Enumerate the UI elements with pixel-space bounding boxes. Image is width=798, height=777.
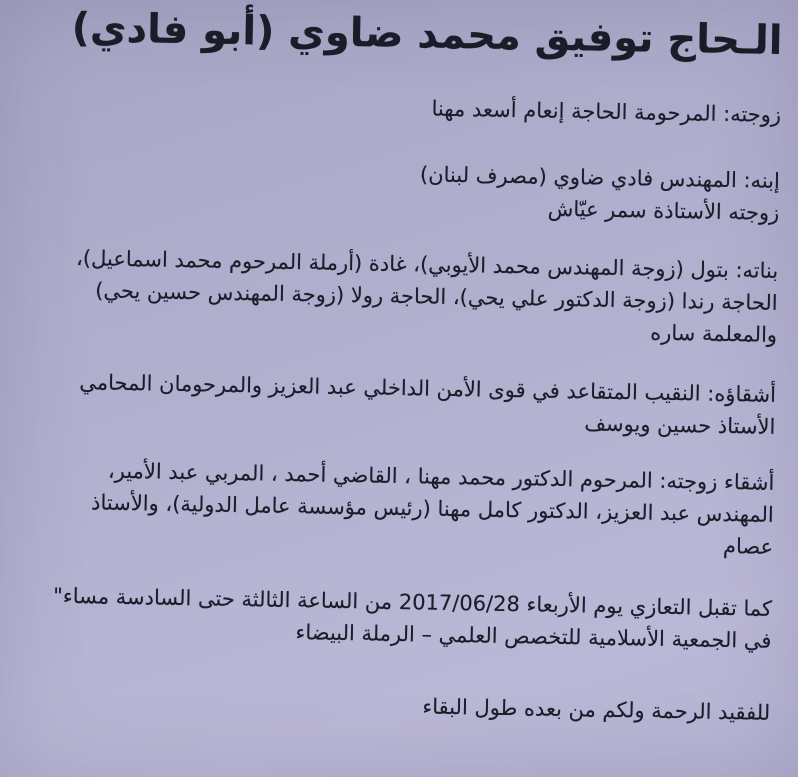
doc-line: زوجته الأستاذة سمر عيّاش xyxy=(547,196,780,225)
doc-line: كما تقبل التعازي يوم الأربعاء 2017/06/28 من الساعة الثالثة حتى السادسة مساء" xyxy=(52,583,773,621)
doc-line: عصام xyxy=(722,533,774,559)
doc-line: زوجته: المرحومة الحاجة إنعام أسعد مهنا xyxy=(431,96,782,127)
doc-line: أشقاء زوجته: المرحوم الدكتور محمد مهنا ، القاضي أحمد ، المربي عبد الأمير، xyxy=(107,458,775,495)
doc-line: الحاجة رندا (زوجة الدكتور علي يحي)، الحاجة رولا (زوجة المهندس حسين يحي) xyxy=(95,278,778,315)
doc-line: الأستاذ حسين ويوسف xyxy=(584,411,776,439)
paragraph-wife xyxy=(23,85,781,131)
doc-line: إبنه: المهندس فادي ضاوي (مصرف لبنان) xyxy=(419,162,781,193)
doc-line: والمعلمة ساره xyxy=(650,320,778,347)
paragraph-brothers xyxy=(17,365,776,443)
doc-line: المهندس عبد العزيز، الدكتور كامل مهنا (رئيس مؤسسة عامل الدولية)، والأستاذ xyxy=(90,490,774,527)
deceased-name-title: الـحاج توفيق محمد ضاوي (أبو فادي) xyxy=(71,4,783,64)
paragraph-condolences-schedule xyxy=(13,579,772,657)
paragraph-son xyxy=(21,151,780,229)
paragraph-closing xyxy=(12,683,770,729)
doc-line: بناته: بتول (زوجة المهندس محمد الأيوبي)، غادة (أرملة المرحوم محمد اسماعيل)، xyxy=(75,246,779,283)
doc-line: للفقيد الرحمة ولكم من بعده طول البقاء xyxy=(422,694,771,725)
doc-line: في الجمعية الأسلامية للتخصص العلمي – الرملة البيضاء xyxy=(295,620,772,653)
doc-line: أشقاؤه: النقيب المتقاعد في قوى الأمن الداخلي عبد العزيز والمرحومان المحامي xyxy=(79,370,777,407)
paragraph-daughters xyxy=(19,241,779,351)
paragraph-wife-brothers xyxy=(15,453,775,563)
